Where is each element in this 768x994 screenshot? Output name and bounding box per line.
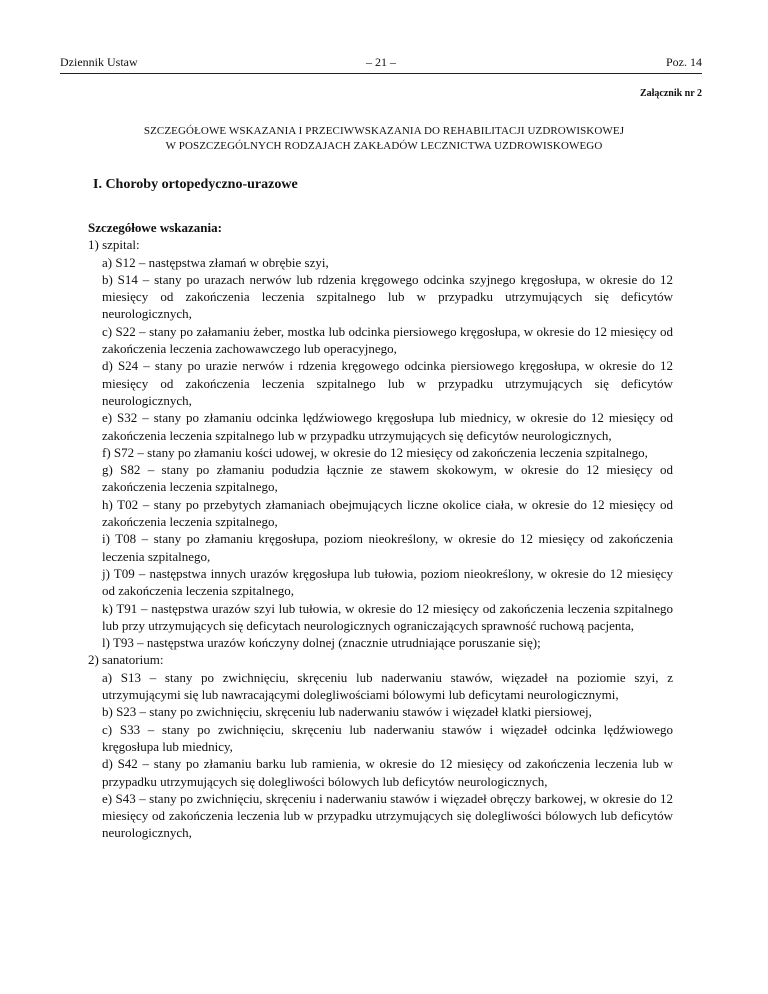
list-item: e) S43 – stany po zwichnięciu, skręceniu i naderwaniu stawów i więzadeł obręczy barkowej, w okresie do 12 miesięcy od zakończenia leczenia lub w przypadku utrzymujących się dolegliwości bólowych lub deficytów neurologicznych,	[102, 790, 673, 841]
header-divider	[60, 73, 702, 74]
list-item: c) S33 – stany po zwichnięciu, skręceniu lub naderwaniu stawów i więzadeł odcinka lędźwiowego kręgosłupa lub miednicy,	[102, 721, 673, 754]
group-label-hospital: 1) szpital:	[88, 237, 140, 253]
attachment-label: Załącznik nr 2	[639, 88, 702, 99]
list-item: e) S32 – stany po złamaniu odcinka lędźwiowego kręgosłupa lub miednicy, w okresie do 12 miesięcy od zakończenia leczenia szpitalnego lub w przypadku utrzymujących się deficytów neurologicznych,	[102, 410, 673, 443]
page-number: – 21 –	[366, 55, 396, 69]
position-number: Poz. 14	[666, 55, 702, 69]
subtitle-line-2: W POSZCZEGÓLNYCH RODZAJACH ZAKŁADÓW LECZNICTWA UZDROWISKOWEGO	[165, 140, 603, 152]
list-item: a) S13 – stany po zwichnięciu, skręceniu lub naderwaniu stawów, więzadeł na poziomie szyi, z utrzymującymi się lub nawracającymi dolegliwościami bólowymi lub deficytami neurologicznymi,	[102, 669, 673, 703]
journal-name: Dziennik Ustaw	[60, 55, 138, 69]
list-item: d) S24 – stany po urazie nerwów i rdzenia kręgowego odcinka piersiowego kręgosłupa, w okresie do 12 miesięcy od zakończenia leczenia szpitalnego lub w przypadku utrzymujących się deficytów neurologicznych,	[102, 358, 673, 408]
list-item: d) S42 – stany po złamaniu barku lub ramienia, w okresie do 12 miesięcy od zakończenia leczenia lub w przypadku utrzymujących się dolegliwości bólowych lub deficytów neurologicznych,	[102, 756, 673, 789]
list-item: b) S14 – stany po urazach nerwów lub rdzenia kręgowego odcinka szyjnego kręgosłupa, w okresie do 12 miesięcy od zakończenia leczenia szpitalnego lub w przypadku utrzymujących się deficytów neurologicznych,	[102, 271, 673, 322]
page-header	[60, 55, 702, 69]
list-item: k) T91 – następstwa urazów szyi lub tułowia, w okresie do 12 miesięcy od zakończenia leczenia szpitalnego lub przy utrzymujących się deficytach neurologicznych ograniczających sprawność ruchową pacjenta,	[102, 600, 673, 633]
group-label-sanatorium: 2) sanatorium:	[88, 652, 164, 668]
document-body	[88, 219, 673, 842]
list-item: j) T09 – następstwa innych urazów kręgosłupa lub tułowia, poziom nieokreślony, w okresie do 12 miesięcy od zakończenia leczenia szpitalnego,	[102, 565, 673, 599]
list-item: a) S12 – następstwa złamań w obrębie szyi,	[102, 254, 329, 270]
section-title: I. Choroby ortopedyczno-urazowe	[93, 177, 298, 192]
details-heading: Szczegółowe wskazania:	[88, 220, 222, 235]
list-item: c) S22 – stany po załamaniu żeber, mostka lub odcinka piersiowego kręgosłupa, w okresie do 12 miesięcy od zakończenia leczenia zachowawczego lub operacyjnego,	[102, 323, 673, 357]
list-item: h) T02 – stany po przebytych złamaniach obejmujących liczne okolice ciała, w okresie do 12 miesięcy od zakończenia leczenia szpitalnego,	[102, 496, 673, 530]
list-item: f) S72 – stany po złamaniu kości udowej, w okresie do 12 miesięcy od zakończenia leczenia szpitalnego,	[102, 444, 648, 460]
list-item: g) S82 – stany po złamaniu podudzia łącznie ze stawem skokowym, w okresie do 12 miesięcy od zakończenia leczenia szpitalnego,	[102, 462, 673, 495]
list-item: i) T08 – stany po złamaniu kręgosłupa, poziom nieokreślony, w okresie do 12 miesięcy od zakończenia leczenia szpitalnego,	[102, 531, 673, 564]
list-item: l) T93 – następstwa urazów kończyny dolnej (znacznie utrudniające poruszanie się);	[102, 635, 541, 651]
document-subtitle	[60, 124, 708, 154]
list-item: b) S23 – stany po zwichnięciu, skręceniu lub naderwaniu stawów i więzadeł klatki piersiowej,	[102, 704, 592, 720]
subtitle-line-1: SZCZEGÓŁOWE WSKAZANIA I PRZECIWWSKAZANIA DO REHABILITACJI UZDROWISKOWEJ	[143, 125, 625, 137]
